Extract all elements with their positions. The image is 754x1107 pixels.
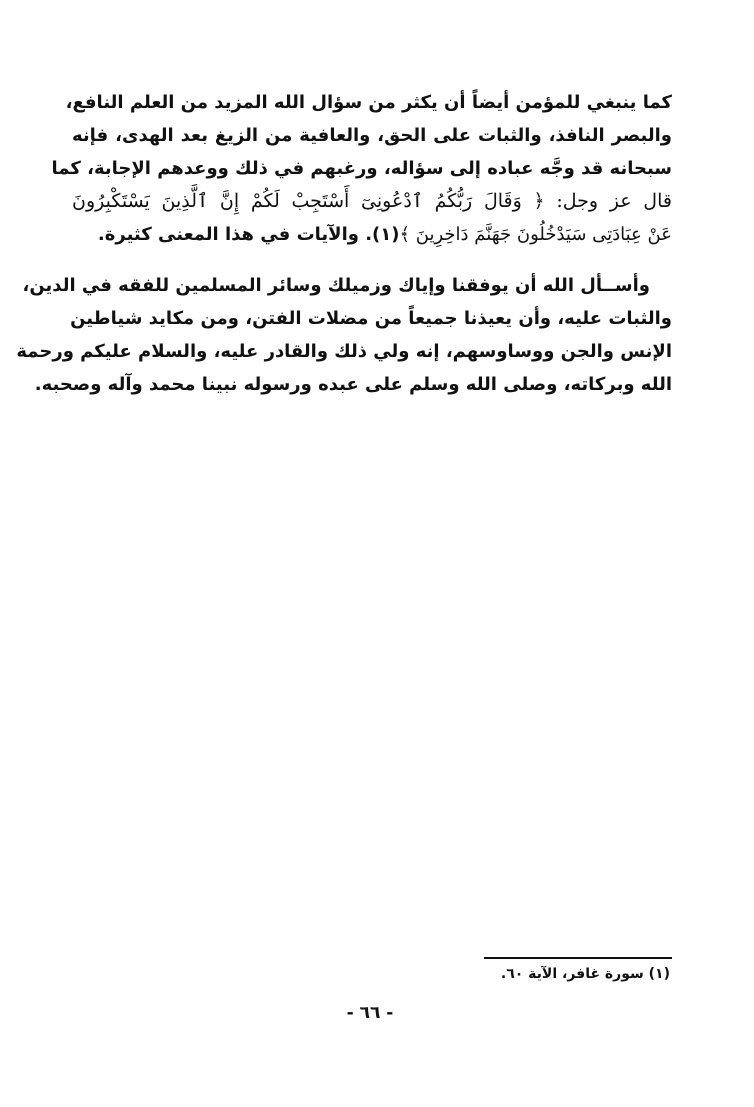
paragraph xyxy=(16,269,672,401)
text-line: والبصر النافذ، والثبات على الحق، والعافية من الزيغ بعد الهدى، فإنه xyxy=(72,125,672,146)
text-line: سبحانه قد وجَّه عباده إلى سؤاله، ورغبهم في ذلك ووعدهم الإجابة، كما xyxy=(51,158,672,179)
text-line: الإنس والجن ووساوسهم، إنه ولي ذلك والقادر عليه، والسلام عليكم ورحمة xyxy=(16,341,672,362)
paragraph xyxy=(51,86,672,251)
quran-verse-line: قال عز وجل: ﴿ وَقَالَ رَبُّكُمُ ٱدْعُونِىٓ أَسْتَجِبْ لَكُمْ إِنَّ ٱلَّذِينَ يَسْتَكْبِرُونَ xyxy=(72,190,672,212)
text-line: الله وبركاته، وصلى الله وسلم على عبده ورسوله نبينا محمد وآله وصحبه. xyxy=(34,374,672,395)
text-line: وأســأل الله أن يوفقنا وإياك وزميلك وسائر المسلمين للفقه في الدين، xyxy=(22,275,650,296)
body-text xyxy=(16,86,672,401)
text-line: كما ينبغي للمؤمن أيضاً أن يكثر من سؤال الله المزيد من العلم النافع، xyxy=(65,92,672,113)
verse-reference-text: (١). والآيات في هذا المعنى كثيرة. xyxy=(97,224,400,245)
text-line xyxy=(72,218,672,251)
text-line: والثبات عليه، وأن يعيذنا جميعاً من مضلات الفتن، ومن مكايد شياطين xyxy=(70,308,672,329)
footnote: (١) سورة غافر، الآية ٦٠. xyxy=(500,966,670,982)
page-number: - ٦٦ - xyxy=(346,1003,394,1023)
quran-verse-end: عَنْ عِبَادَتِى سَيَدْخُلُونَ جَهَنَّمَ دَاخِرِينَ ﴾ xyxy=(399,224,672,245)
footnote-divider xyxy=(484,957,672,959)
